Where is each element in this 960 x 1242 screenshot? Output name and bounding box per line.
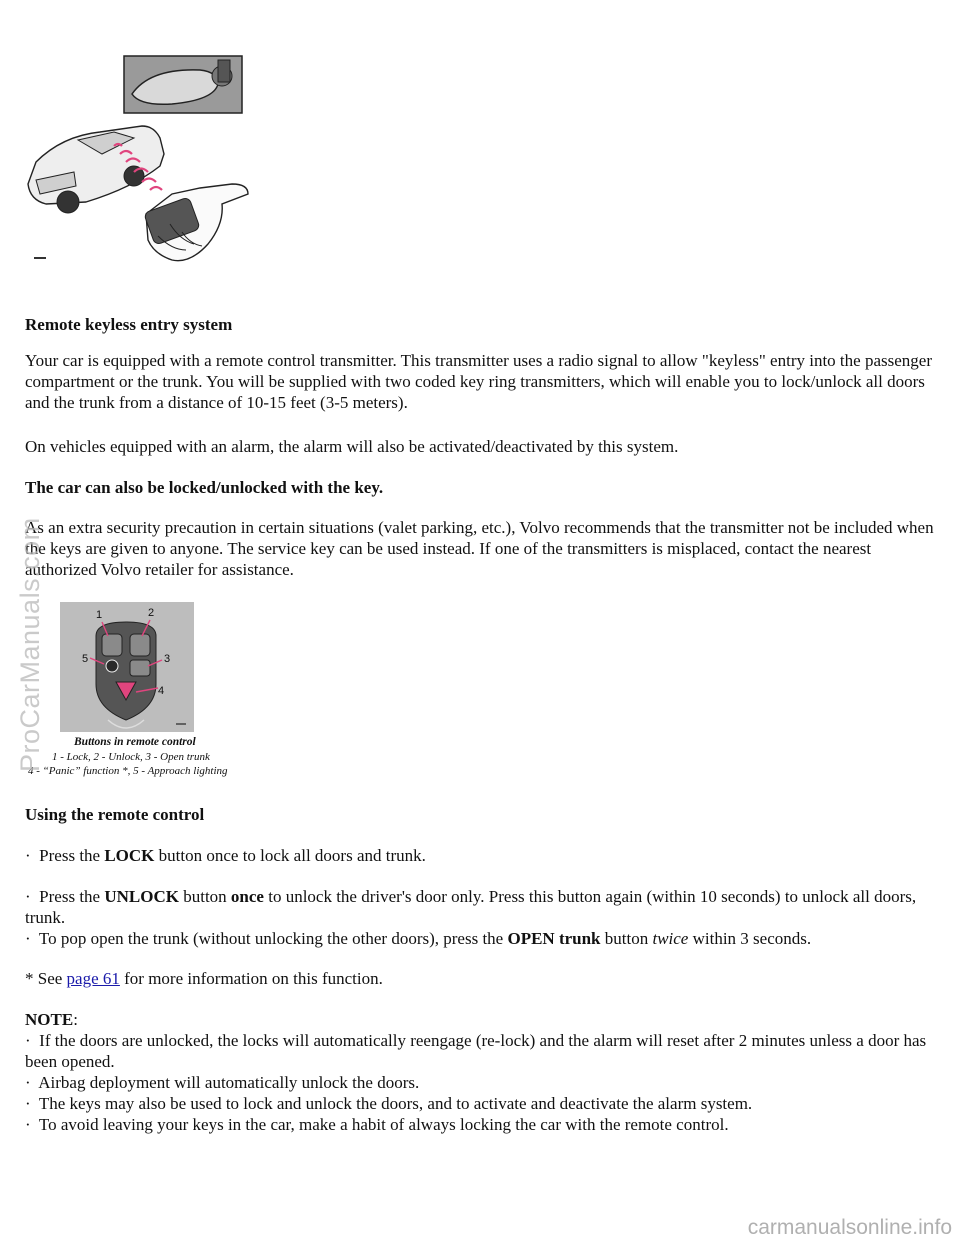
note-item [25, 1114, 935, 1135]
instruction-text: button [178, 887, 231, 906]
bullet: · [25, 1094, 31, 1113]
instruction-unlock [25, 886, 935, 928]
bullet: · [25, 1115, 31, 1134]
note-label [25, 1009, 935, 1030]
note-item-text: The keys may also be used to lock and unlock the doors, and to activate and deactivate the alarm system. [38, 1094, 753, 1113]
figure-caption-line-2: 4 - “Panic” function *, 5 - Approach lighting [28, 765, 228, 777]
key-lock-note: The car can also be locked/unlocked with the key. [25, 478, 384, 497]
note-item [25, 1093, 935, 1114]
note-title: NOTE [25, 1010, 74, 1029]
intro-paragraph: Your car is equipped with a remote control transmitter. This transmitter uses a radio signal to allow "keyless" entry into the passenger compartment or the trunk. You will be supplied with two coded key ring transmitters, which will enable you to lock/unlock all doors and the trunk from a distance of 10-15 feet (3-5 meters). [25, 351, 932, 412]
figure-caption-line-1: 1 - Lock, 2 - Unlock, 3 - Open trunk [52, 751, 210, 763]
remote-label-4: 4 [158, 685, 165, 697]
instruction-text: To pop open the trunk (without unlocking the other doors), press the [38, 929, 508, 948]
remote-label-2: 2 [148, 607, 155, 619]
note-item-text: If the doors are unlocked, the locks will automatically reengage (re-lock) and the alarm will reset after 2 minutes unless a door has been opened. [25, 1031, 927, 1071]
bullet: · [25, 846, 31, 865]
bullet: · [25, 929, 31, 948]
figure-caption-title: Buttons in remote control [74, 736, 196, 748]
instruction-lock [25, 845, 935, 866]
alarm-paragraph: On vehicles equipped with an alarm, the alarm will also be activated/deactivated by this system. [25, 437, 679, 456]
section-heading-remote-keyless: Remote keyless entry system [25, 315, 233, 334]
side-watermark: ProCarManuals.com [15, 517, 45, 772]
instruction-text: Press the [39, 887, 105, 906]
instruction-open-trunk [25, 928, 935, 949]
remote-label-5: 5 [82, 653, 89, 665]
remote-label-1: 1 [96, 609, 103, 621]
security-paragraph: As an extra security precaution in certain situations (valet parking, etc.), Volvo recommends that the transmitter not be included when the keys are given to anyone. The service key can be used instead. If one of the transmitters is misplaced, contact the nearest authorized Volvo retailer for assistance. [25, 518, 934, 579]
note-item-text: To avoid leaving your keys in the car, make a habit of always locking the car with the remote control. [38, 1115, 729, 1134]
note-colon: : [73, 1010, 78, 1029]
open-trunk-button-name: OPEN trunk [507, 929, 601, 948]
note-item [25, 1030, 935, 1072]
note-item-text: Airbag deployment will automatically unlock the doors. [38, 1073, 420, 1092]
lock-button-name: LOCK [104, 846, 155, 865]
instruction-text: within 3 seconds. [688, 929, 812, 948]
note-list [25, 1030, 935, 1135]
footnote-text: * See [25, 969, 67, 988]
remote-label-3: 3 [164, 653, 171, 665]
instruction-text: button [600, 929, 653, 948]
instruction-text: Press the [39, 846, 105, 865]
footer-watermark: carmanualsonline.info [747, 1216, 952, 1239]
bullet: · [25, 887, 31, 906]
footnote [25, 968, 935, 989]
page-61-link[interactable]: page 61 [66, 969, 120, 988]
bullet: · [25, 1031, 31, 1050]
twice-emphasis: twice [652, 929, 689, 948]
instruction-text: button once to lock all doors and trunk. [154, 846, 426, 865]
car-remote-illustration [22, 54, 254, 280]
once-emphasis: once [230, 887, 264, 906]
footnote-text: for more information on this function. [119, 969, 383, 988]
bullet: · [25, 1073, 31, 1092]
unlock-button-name: UNLOCK [104, 887, 179, 906]
section-heading-using-remote: Using the remote control [25, 805, 205, 824]
instruction-text: to unlock the driver's door only. Press this button again (within 10 seconds) to unlock all doors, trunk. [25, 887, 917, 927]
note-item [25, 1072, 935, 1093]
